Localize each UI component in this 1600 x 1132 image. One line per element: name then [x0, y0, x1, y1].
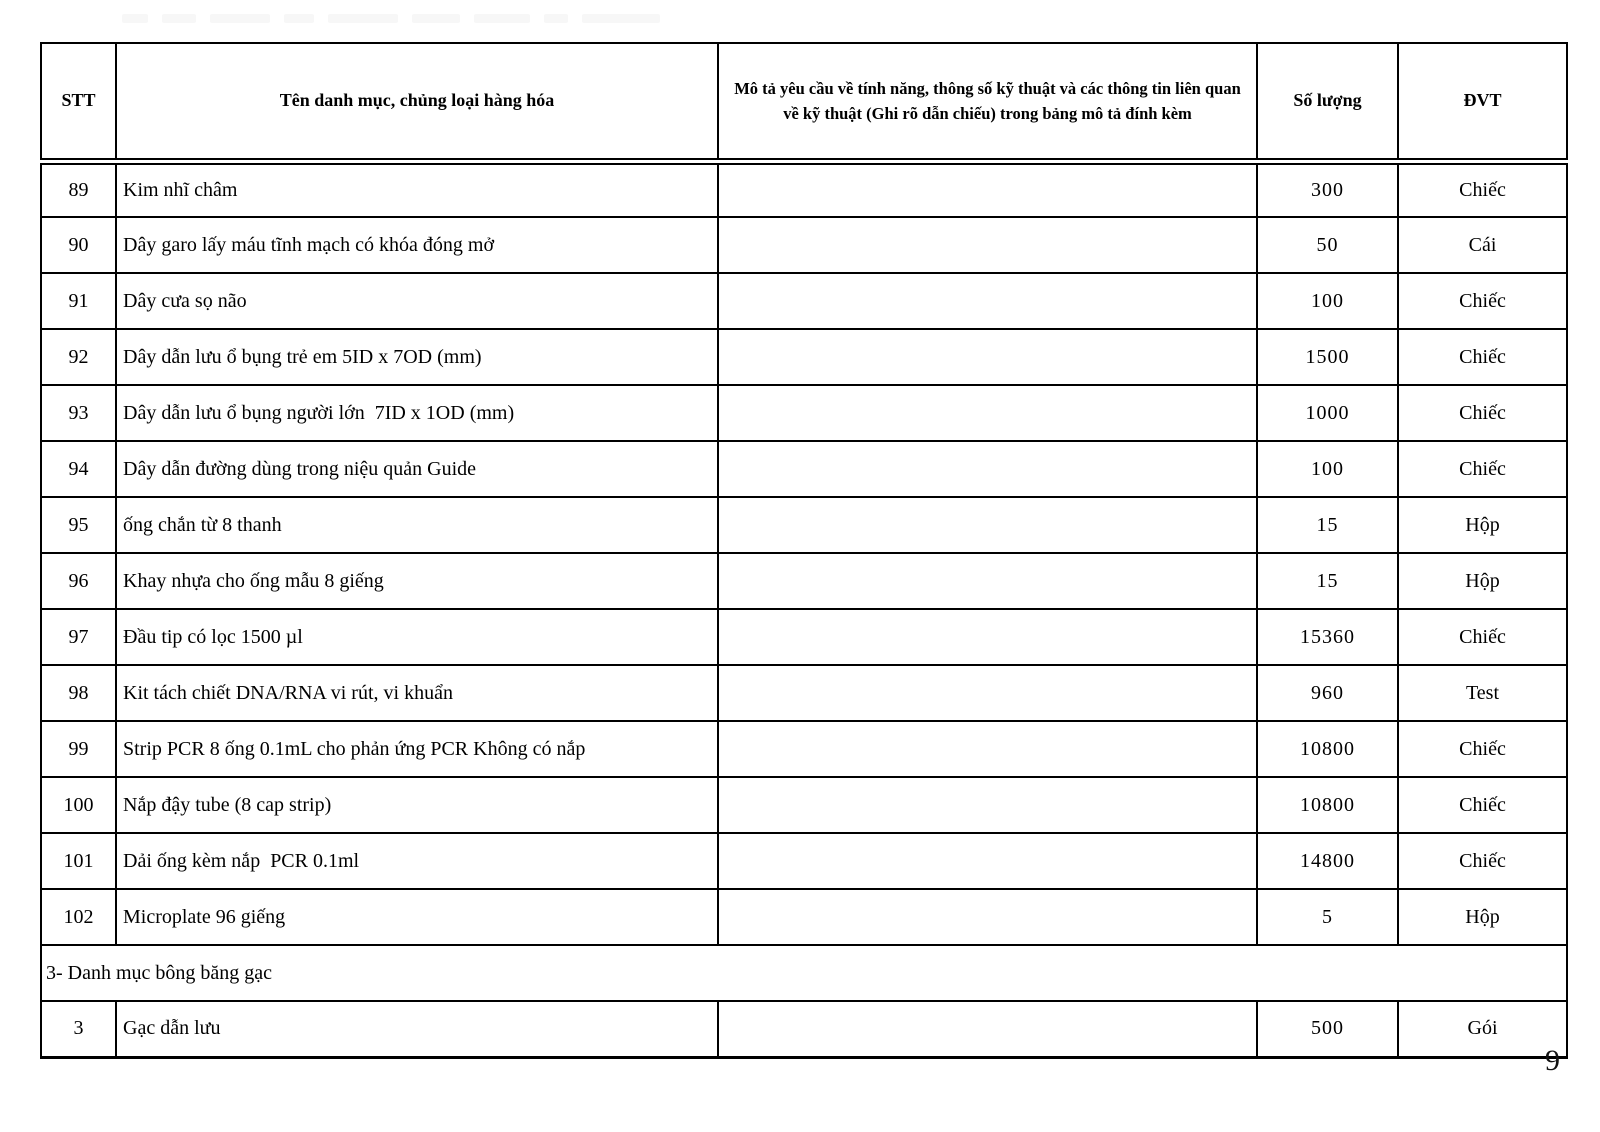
- quantity-cell: 10800: [1257, 721, 1398, 777]
- stt-cell: 94: [41, 441, 116, 497]
- description-cell: [718, 497, 1257, 553]
- description-cell: [718, 777, 1257, 833]
- unit-cell: Chiếc: [1398, 329, 1567, 385]
- item-name-cell: Đầu tip có lọc 1500 µl: [116, 609, 718, 665]
- unit-cell: Chiếc: [1398, 833, 1567, 889]
- description-cell: [718, 553, 1257, 609]
- page-number: 9: [1545, 1044, 1560, 1077]
- item-name-cell: Kim nhĩ châm: [116, 161, 718, 217]
- unit-cell: Hộp: [1398, 889, 1567, 945]
- quantity-cell: 1000: [1257, 385, 1398, 441]
- header-stt: STT: [41, 43, 116, 161]
- quantity-cell: 960: [1257, 665, 1398, 721]
- item-name-cell: Microplate 96 giếng: [116, 889, 718, 945]
- table-row: [41, 777, 1567, 833]
- stt-cell: 96: [41, 553, 116, 609]
- items-table: [40, 42, 1568, 1059]
- quantity-cell: 10800: [1257, 777, 1398, 833]
- table-row: [41, 889, 1567, 945]
- section-header-label: 3- Danh mục bông băng gạc: [41, 945, 1567, 1001]
- stt-cell: 98: [41, 665, 116, 721]
- unit-cell: Chiếc: [1398, 385, 1567, 441]
- faded-text-remnant: [122, 12, 660, 24]
- quantity-cell: 15360: [1257, 609, 1398, 665]
- item-name-cell: Dải ống kèm nắp PCR 0.1ml: [116, 833, 718, 889]
- quantity-cell: 100: [1257, 273, 1398, 329]
- unit-cell: Chiếc: [1398, 161, 1567, 217]
- description-cell: [718, 665, 1257, 721]
- description-cell: [718, 721, 1257, 777]
- unit-cell: Chiếc: [1398, 721, 1567, 777]
- item-name-cell: Strip PCR 8 ống 0.1mL cho phản ứng PCR Không có nắp: [116, 721, 718, 777]
- table-row: [41, 1001, 1567, 1057]
- stt-cell: 89: [41, 161, 116, 217]
- description-cell: [718, 217, 1257, 273]
- table-row: [41, 553, 1567, 609]
- quantity-cell: 14800: [1257, 833, 1398, 889]
- unit-cell: Hộp: [1398, 553, 1567, 609]
- header-item-name: Tên danh mục, chủng loại hàng hóa: [116, 43, 718, 161]
- stt-cell: 95: [41, 497, 116, 553]
- description-cell: [718, 273, 1257, 329]
- item-name-cell: Gạc dẫn lưu: [116, 1001, 718, 1057]
- description-cell: [718, 161, 1257, 217]
- table-row: [41, 217, 1567, 273]
- unit-cell: Cái: [1398, 217, 1567, 273]
- stt-cell: 3: [41, 1001, 116, 1057]
- stt-cell: 100: [41, 777, 116, 833]
- stt-cell: 99: [41, 721, 116, 777]
- table-row: [41, 385, 1567, 441]
- quantity-cell: 100: [1257, 441, 1398, 497]
- quantity-cell: 50: [1257, 217, 1398, 273]
- table-row: [41, 441, 1567, 497]
- header-description: Mô tả yêu cầu về tính năng, thông số kỹ thuật và các thông tin liên quan về kỹ thuật (Ghi rõ dẫn chiếu) trong bảng mô tả đính kèm: [718, 43, 1257, 161]
- quantity-cell: 300: [1257, 161, 1398, 217]
- unit-cell: Hộp: [1398, 497, 1567, 553]
- description-cell: [718, 609, 1257, 665]
- header-unit: ĐVT: [1398, 43, 1567, 161]
- item-name-cell: ống chắn từ 8 thanh: [116, 497, 718, 553]
- quantity-cell: 500: [1257, 1001, 1398, 1057]
- item-name-cell: Khay nhựa cho ống mẫu 8 giếng: [116, 553, 718, 609]
- table-row: [41, 329, 1567, 385]
- stt-cell: 97: [41, 609, 116, 665]
- quantity-cell: 15: [1257, 497, 1398, 553]
- stt-cell: 102: [41, 889, 116, 945]
- item-name-cell: Nắp đậy tube (8 cap strip): [116, 777, 718, 833]
- stt-cell: 92: [41, 329, 116, 385]
- item-name-cell: Dây garo lấy máu tĩnh mạch có khóa đóng mở: [116, 217, 718, 273]
- unit-cell: Test: [1398, 665, 1567, 721]
- unit-cell: Gói: [1398, 1001, 1567, 1057]
- unit-cell: Chiếc: [1398, 273, 1567, 329]
- header-row: [41, 43, 1567, 161]
- table-row: [41, 497, 1567, 553]
- description-cell: [718, 441, 1257, 497]
- quantity-cell: 1500: [1257, 329, 1398, 385]
- item-name-cell: Kit tách chiết DNA/RNA vi rút, vi khuẩn: [116, 665, 718, 721]
- item-name-cell: Dây dẫn lưu ổ bụng trẻ em 5ID x 7OD (mm): [116, 329, 718, 385]
- description-cell: [718, 1001, 1257, 1057]
- table-row: [41, 665, 1567, 721]
- unit-cell: Chiếc: [1398, 609, 1567, 665]
- quantity-cell: 5: [1257, 889, 1398, 945]
- table-row: [41, 161, 1567, 217]
- stt-cell: 101: [41, 833, 116, 889]
- unit-cell: Chiếc: [1398, 441, 1567, 497]
- header-quantity: Số lượng: [1257, 43, 1398, 161]
- item-name-cell: Dây dẫn đường dùng trong niệu quản Guide: [116, 441, 718, 497]
- item-name-cell: Dây dẫn lưu ổ bụng người lớn 7ID x 1OD (mm): [116, 385, 718, 441]
- table-row: [41, 833, 1567, 889]
- stt-cell: 91: [41, 273, 116, 329]
- table-row: [41, 609, 1567, 665]
- description-cell: [718, 329, 1257, 385]
- section-header-row: [41, 945, 1567, 1001]
- description-cell: [718, 889, 1257, 945]
- unit-cell: Chiếc: [1398, 777, 1567, 833]
- description-cell: [718, 833, 1257, 889]
- item-name-cell: Dây cưa sọ não: [116, 273, 718, 329]
- description-cell: [718, 385, 1257, 441]
- table-row: [41, 273, 1567, 329]
- table-row: [41, 721, 1567, 777]
- stt-cell: 90: [41, 217, 116, 273]
- quantity-cell: 15: [1257, 553, 1398, 609]
- stt-cell: 93: [41, 385, 116, 441]
